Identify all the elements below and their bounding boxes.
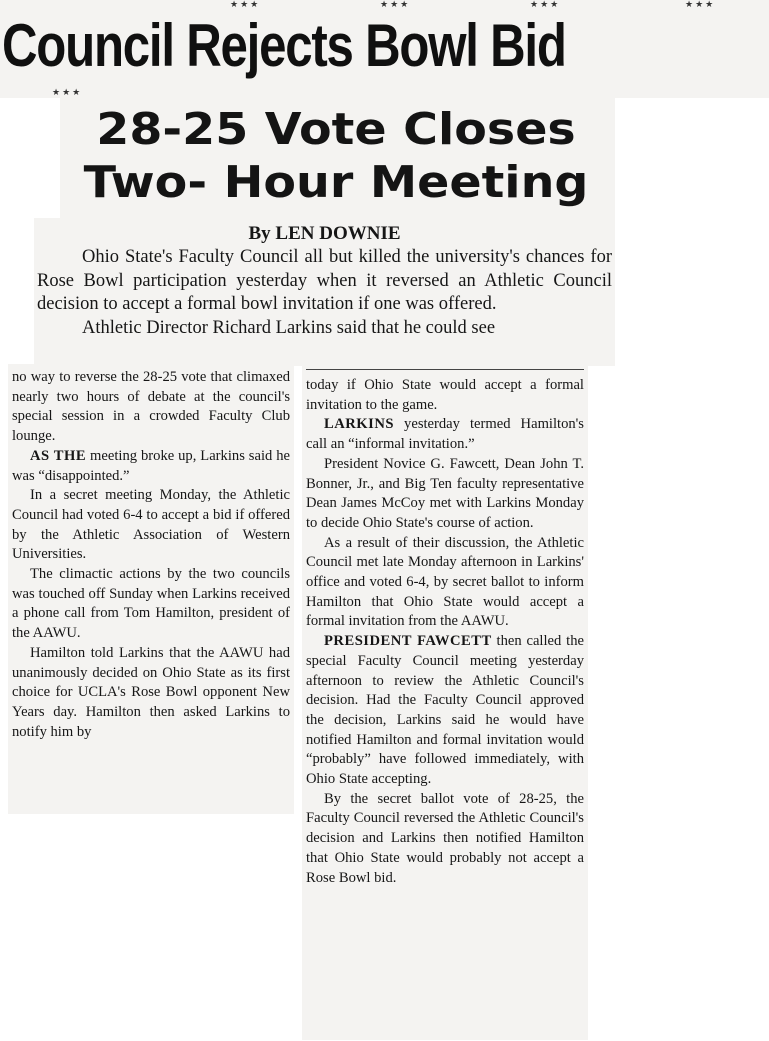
column-paragraph <box>306 455 584 534</box>
paragraph-text: As a result of their discussion, the Athletic Council met late Monday afternoon in Larkins' office and voted 6-4, by secret ballot to inform Hamilton that Ohio State would accept a formal invitation from the AAWU. <box>306 534 584 630</box>
article-column-1 <box>12 368 290 742</box>
byline: By LEN DOWNIE <box>248 223 401 244</box>
paragraph-text: then called the special Faculty Council meeting yesterday afternoon to review the Athletic Council's decision. Had the Faculty Council approved the decision, Larkins said he would have notified Hamilton and formal invitation would “probably” have followed immediately, with Ohio State accepting. <box>306 633 584 788</box>
paragraph-text: President Novice G. Fawcett, Dean John T. Bonner, Jr., and Big Ten faculty representative Dean James McCoy met with Larkins Monday to decide Ohio State's course of action. <box>306 455 584 531</box>
star-rule: ★★★ <box>52 88 83 98</box>
column-paragraph <box>12 644 290 743</box>
paragraph-text: By the secret ballot vote of 28-25, the Faculty Council reversed the Athletic Council's decision and Larkins then notified Hamilton that Ohio State would probably not accept a Rose Bowl bid. <box>306 790 584 886</box>
paragraph-lead-in: LARKINS <box>324 416 394 433</box>
star-rule: ★★★ <box>530 0 561 10</box>
subheadline <box>63 103 609 213</box>
headline <box>0 0 769 98</box>
star-rule: ★★★ <box>230 0 261 10</box>
paragraph-text: yesterday termed Hamilton's call an “informal invitation.” <box>306 416 584 453</box>
lead-paragraph: Ohio State's Faculty Council all but killed the university's chances for Rose Bowl participation yesterday when it reversed an Athletic Council decision to accept a formal bowl invitation if one was offered. <box>37 247 612 314</box>
column-paragraph <box>306 790 584 889</box>
paragraph-text: today if Ohio State would accept a formal invitation to the game. <box>306 377 584 413</box>
paragraph-text: In a secret meeting Monday, the Athletic Council had voted 6-4 to accept a bid if offered by the Athletic Association of Western Universities. <box>12 487 290 563</box>
subheadline-line-2: Two- Hour Meeting <box>83 157 589 208</box>
star-rule: ★★★ <box>685 0 716 10</box>
paragraph-text: no way to reverse the 28-25 vote that climaxed nearly two hours of debate at the council's special session in a crowded Faculty Club lounge. <box>12 369 290 445</box>
lead-paragraph: Athletic Director Richard Larkins said that he could see <box>82 317 496 338</box>
article-column-2 <box>306 376 584 888</box>
column-paragraph <box>12 565 290 644</box>
star-rule: ★★★ <box>380 0 411 10</box>
subheadline-line-1: 28-25 Vote Closes <box>96 104 576 155</box>
column-paragraph <box>306 376 584 415</box>
paragraph-lead-in: AS THE <box>30 447 87 464</box>
paragraph-text: Hamilton told Larkins that the AAWU had unanimously decided on Ohio State as its first choice for UCLA's Rose Bowl opponent New Years day. Hamilton then asked Larkins to notify him by <box>12 644 290 740</box>
column-paragraph <box>12 368 290 447</box>
lead-paragraphs <box>37 246 612 340</box>
paragraph-lead-in: PRESIDENT FAWCETT <box>324 633 492 650</box>
paragraph-text: meeting broke up, Larkins said he was “disappointed.” <box>12 447 290 484</box>
headline-text: Council Rejects Bowl Bid <box>2 12 566 79</box>
column-paragraph <box>12 447 290 486</box>
column-paragraph <box>306 534 584 633</box>
paragraph-text: The climactic actions by the two councils was touched off Sunday when Larkins received a phone call from Tom Hamilton, president of the AAWU. <box>12 566 290 642</box>
column-paragraph <box>306 415 584 454</box>
column-paragraph <box>306 632 584 790</box>
column-paragraph <box>12 486 290 565</box>
column-divider <box>306 369 584 370</box>
